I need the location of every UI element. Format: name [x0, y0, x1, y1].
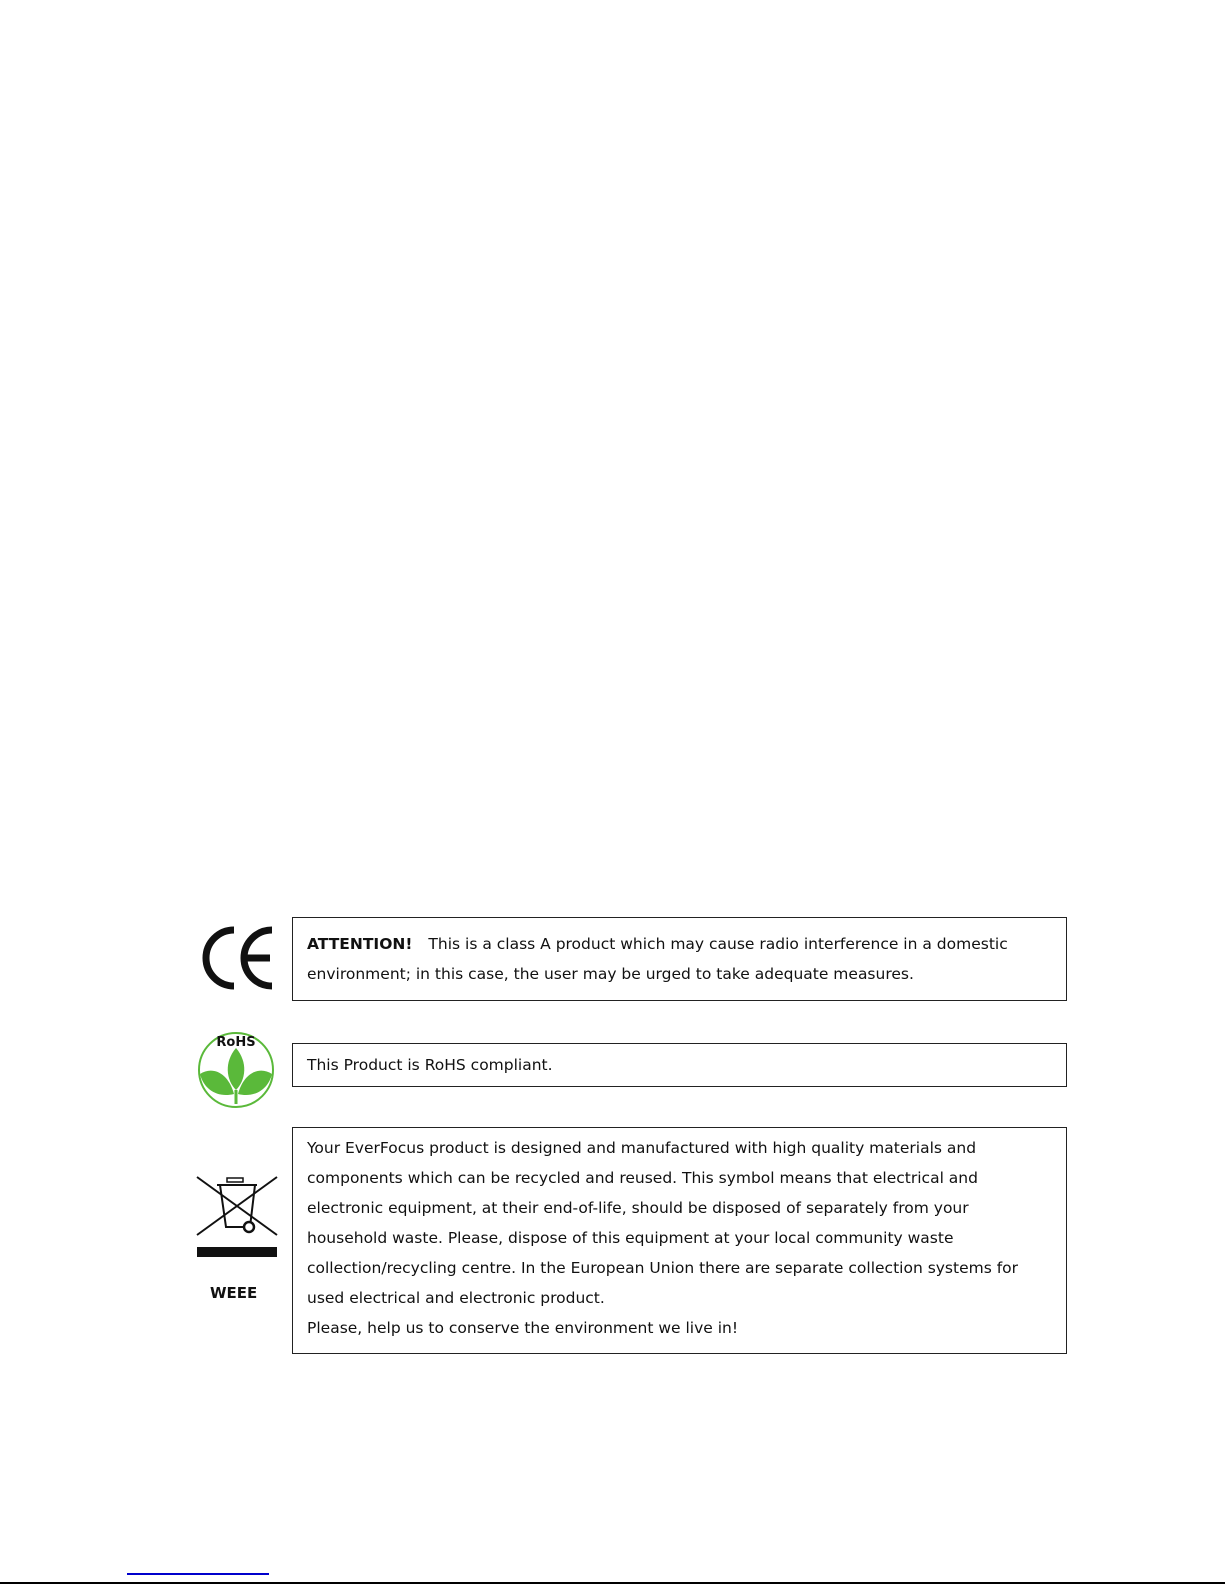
- ce-attention-notice: [292, 917, 1067, 1001]
- rohs-notice: [292, 1043, 1067, 1087]
- weee-text: Your EverFocus product is designed and manufactured with high quality materials and components which can be recycled and reused. This symbol means that electrical and electronic equipment, at their end-of-life, should be disposed of separately from your household waste. Please, dispose of this equipment at your local community waste collection/recycling centre. In the European Union there are separate collection systems for used electrical and electronic product.: [307, 1139, 1019, 1307]
- bottom-divider: [0, 1582, 1225, 1584]
- weee-closing: Please, help us to conserve the environment we live in!: [307, 1319, 739, 1337]
- rohs-text: This Product is RoHS compliant.: [307, 1056, 553, 1074]
- svg-text:RoHS: RoHS: [216, 1035, 256, 1050]
- rohs-icon: [196, 1030, 276, 1110]
- ce-mark-icon: [198, 922, 278, 994]
- attention-text: This is a class A product which may cause radio interference in a domestic environment; in this case, the user may be urged to take adequate measures.: [307, 935, 1008, 983]
- weee-label: WEEE: [210, 1284, 258, 1302]
- link-underline[interactable]: [127, 1573, 269, 1575]
- attention-heading: ATTENTION!: [307, 935, 413, 953]
- weee-bin-icon: [193, 1175, 283, 1280]
- weee-notice: [292, 1127, 1067, 1354]
